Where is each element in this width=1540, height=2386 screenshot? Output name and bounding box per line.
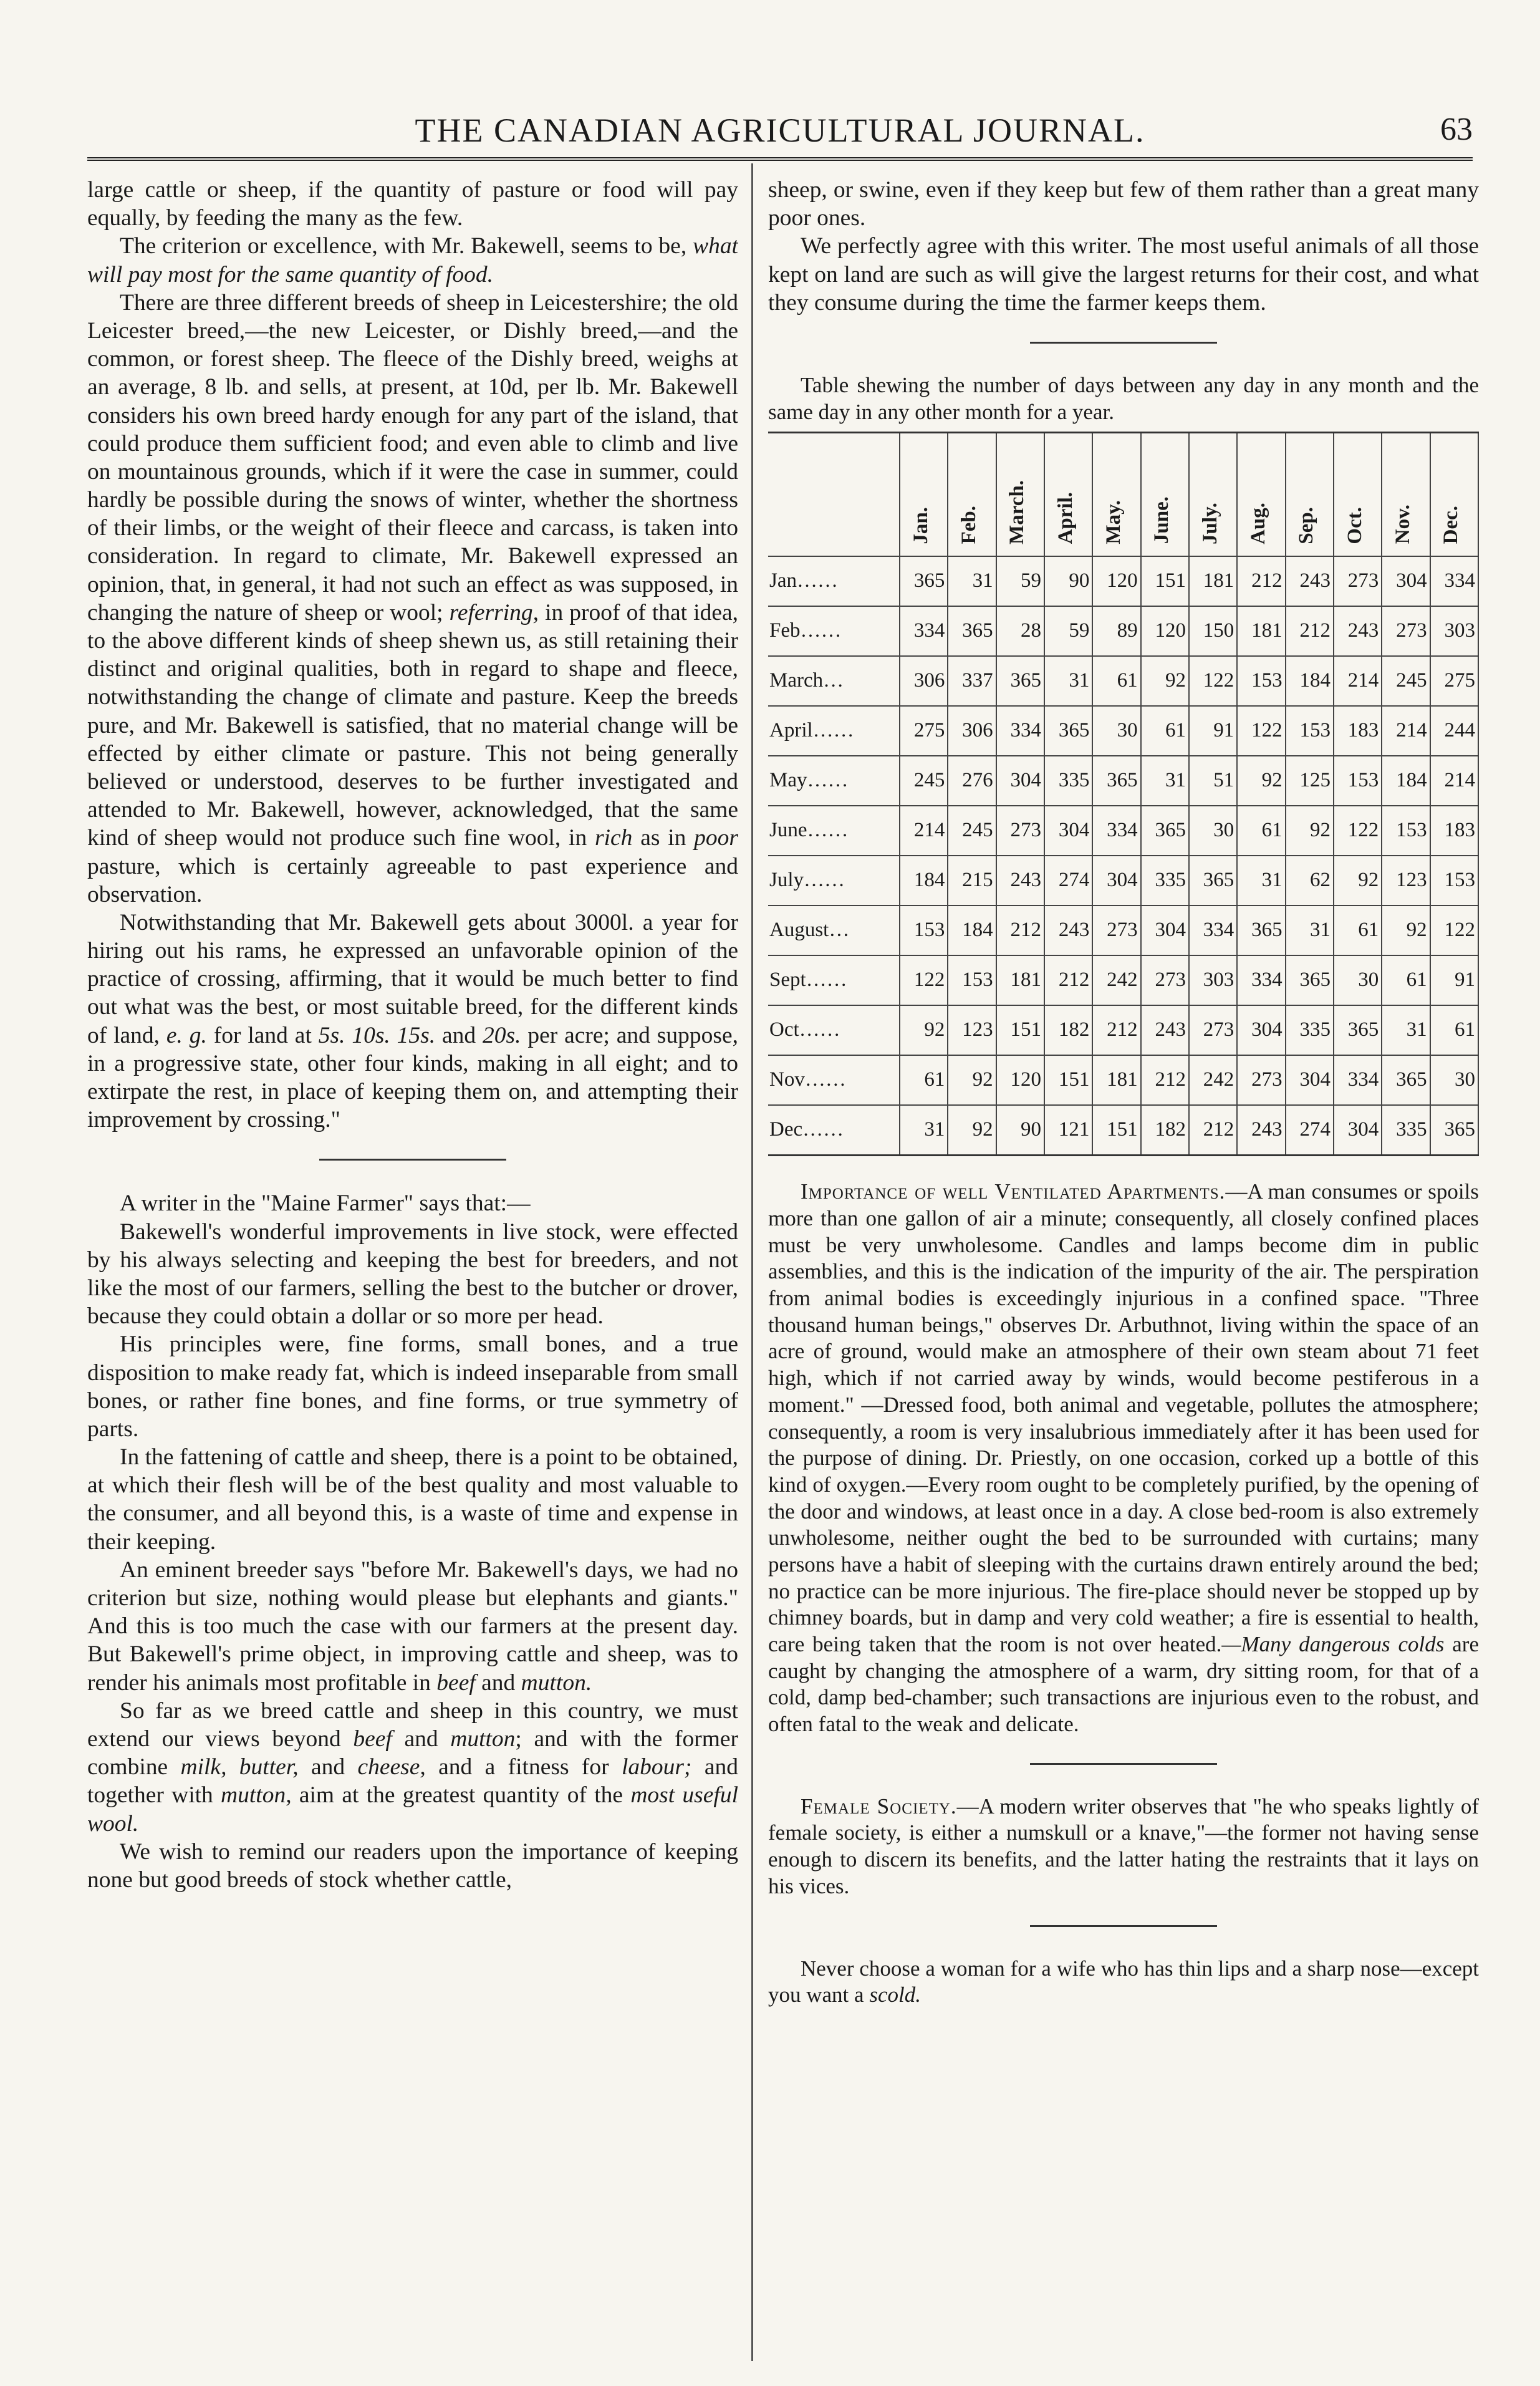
table-cell: 123 bbox=[1382, 856, 1430, 906]
table-cell: 212 bbox=[1092, 1005, 1140, 1055]
column-header: Oct. bbox=[1334, 433, 1382, 557]
table-cell: 90 bbox=[996, 1105, 1044, 1156]
table-cell: 92 bbox=[1237, 756, 1285, 806]
table-header-row bbox=[768, 433, 1478, 557]
paragraph: His principles were, fine forms, small bones, and a true disposition to make ready fat, which is indeed inseparable from small bones, or rather fine bones, and fine forms, or true symmetry of parts. bbox=[87, 1331, 738, 1442]
table-cell: 335 bbox=[1044, 756, 1092, 806]
table-cell: 92 bbox=[1286, 806, 1334, 856]
table-cell: 184 bbox=[1382, 756, 1430, 806]
table-cell: 31 bbox=[1286, 906, 1334, 955]
table-cell: 51 bbox=[1189, 756, 1237, 806]
table-cell: 276 bbox=[948, 756, 996, 806]
table-cell: 153 bbox=[1334, 756, 1382, 806]
column-header: April. bbox=[1044, 433, 1092, 557]
row-label: June…… bbox=[768, 806, 900, 856]
table-cell: 214 bbox=[900, 806, 948, 856]
table-cell: 30 bbox=[1334, 955, 1382, 1005]
table-row bbox=[768, 606, 1478, 656]
table-cell: 151 bbox=[1044, 1055, 1092, 1105]
table-row bbox=[768, 906, 1478, 955]
table-cell: 92 bbox=[1382, 906, 1430, 955]
table-cell: 92 bbox=[1334, 856, 1382, 906]
table-cell: 91 bbox=[1430, 955, 1478, 1005]
table-cell: 61 bbox=[900, 1055, 948, 1105]
table-cell: 275 bbox=[900, 706, 948, 756]
table-cell: 184 bbox=[900, 856, 948, 906]
table-cell: 120 bbox=[996, 1055, 1044, 1105]
row-label: March… bbox=[768, 656, 900, 706]
table-cell: 304 bbox=[1237, 1005, 1285, 1055]
table-cell: 243 bbox=[1334, 606, 1382, 656]
table-cell: 365 bbox=[1141, 806, 1189, 856]
row-label: Sept…… bbox=[768, 955, 900, 1005]
table-cell: 31 bbox=[1382, 1005, 1430, 1055]
table-cell: 334 bbox=[1237, 955, 1285, 1005]
table-row bbox=[768, 856, 1478, 906]
table-row bbox=[768, 806, 1478, 856]
table-cell: 303 bbox=[1430, 606, 1478, 656]
table-cell: 31 bbox=[948, 556, 996, 606]
table-cell: 120 bbox=[1092, 556, 1140, 606]
column-divider bbox=[751, 163, 753, 2361]
row-label: May…… bbox=[768, 756, 900, 806]
section-divider bbox=[1030, 1925, 1217, 1927]
table-cell: 31 bbox=[1237, 856, 1285, 906]
table-cell: 30 bbox=[1189, 806, 1237, 856]
table-cell: 274 bbox=[1286, 1105, 1334, 1156]
article-never-choose: Never choose a woman for a wife who has thin lips and a sharp nose—except you want a scold. bbox=[768, 1956, 1479, 2007]
table-cell: 245 bbox=[900, 756, 948, 806]
paragraph: So far as we breed cattle and sheep in this country, we must extend our views beyond beef and mutton; and with the former combine milk, butter, and cheese, and a fitness for labour; and together with mutton, aim at the greatest quantity of the most useful wool. bbox=[87, 1698, 738, 1837]
table-cell: 273 bbox=[996, 806, 1044, 856]
table-cell: 92 bbox=[948, 1105, 996, 1156]
article-female-society: Female Society.—A modern writer observes that "he who speaks lightly of female society, is either a numskull or a knave,"—the former not having sense enough to discern its benefits, and the latter hating the restraints that it lays on his vices. bbox=[768, 1794, 1479, 1898]
table-cell: 122 bbox=[900, 955, 948, 1005]
table-cell: 275 bbox=[1430, 656, 1478, 706]
table-cell: 212 bbox=[996, 906, 1044, 955]
table-cell: 182 bbox=[1044, 1005, 1092, 1055]
table-cell: 245 bbox=[948, 806, 996, 856]
table-cell: 335 bbox=[1382, 1105, 1430, 1156]
table-cell: 30 bbox=[1092, 706, 1140, 756]
table-cell: 334 bbox=[1430, 556, 1478, 606]
table-cell: 365 bbox=[1044, 706, 1092, 756]
row-label: Jan…… bbox=[768, 556, 900, 606]
table-cell: 61 bbox=[1092, 656, 1140, 706]
table-cell: 183 bbox=[1430, 806, 1478, 856]
table-cell: 181 bbox=[996, 955, 1044, 1005]
table-cell: 365 bbox=[1189, 856, 1237, 906]
left-column bbox=[87, 176, 738, 2361]
table-cell: 304 bbox=[996, 756, 1044, 806]
table-cell: 125 bbox=[1286, 756, 1334, 806]
table-cell: 365 bbox=[1382, 1055, 1430, 1105]
table-cell: 365 bbox=[948, 606, 996, 656]
table-cell: 365 bbox=[1092, 756, 1140, 806]
table-cell: 304 bbox=[1092, 856, 1140, 906]
table-cell: 62 bbox=[1286, 856, 1334, 906]
table-cell: 59 bbox=[1044, 606, 1092, 656]
table-cell: 273 bbox=[1189, 1005, 1237, 1055]
table-cell: 334 bbox=[996, 706, 1044, 756]
table-cell: 365 bbox=[1430, 1105, 1478, 1156]
table-row bbox=[768, 706, 1478, 756]
table-cell: 30 bbox=[1430, 1055, 1478, 1105]
journal-title: THE CANADIAN AGRICULTURAL JOURNAL. bbox=[415, 112, 1145, 149]
table-cell: 212 bbox=[1141, 1055, 1189, 1105]
table-cell: 120 bbox=[1141, 606, 1189, 656]
table-cell: 121 bbox=[1044, 1105, 1092, 1156]
article-heading: Importance of well Ventilated Apartments. bbox=[801, 1179, 1226, 1204]
table-cell: 304 bbox=[1382, 556, 1430, 606]
paragraph: We wish to remind our readers upon the importance of keeping none but good breeds of stock whether cattle, bbox=[87, 1838, 738, 1893]
table-cell: 304 bbox=[1334, 1105, 1382, 1156]
table-cell: 31 bbox=[1141, 756, 1189, 806]
table-row bbox=[768, 1005, 1478, 1055]
column-header: Feb. bbox=[948, 433, 996, 557]
table-cell: 273 bbox=[1237, 1055, 1285, 1105]
section-divider bbox=[319, 1159, 506, 1161]
table-cell: 153 bbox=[1286, 706, 1334, 756]
row-label: Nov…… bbox=[768, 1055, 900, 1105]
table-corner bbox=[768, 433, 900, 557]
table-cell: 181 bbox=[1189, 556, 1237, 606]
table-cell: 243 bbox=[1044, 906, 1092, 955]
table-cell: 273 bbox=[1141, 955, 1189, 1005]
table-cell: 337 bbox=[948, 656, 996, 706]
table-row bbox=[768, 1105, 1478, 1156]
table-cell: 61 bbox=[1430, 1005, 1478, 1055]
paragraph: sheep, or swine, even if they keep but few of them rather than a great many poor ones. bbox=[768, 177, 1479, 231]
table-cell: 181 bbox=[1237, 606, 1285, 656]
table-cell: 150 bbox=[1189, 606, 1237, 656]
paragraph: We perfectly agree with this writer. The most useful animals of all those kept on land are such as will give the largest returns for their cost, and what they consume during the time the farmer keeps them. bbox=[768, 233, 1479, 316]
table-cell: 243 bbox=[1286, 556, 1334, 606]
table-cell: 153 bbox=[948, 955, 996, 1005]
table-cell: 212 bbox=[1286, 606, 1334, 656]
table-cell: 212 bbox=[1189, 1105, 1237, 1156]
row-label: Feb…… bbox=[768, 606, 900, 656]
table-cell: 61 bbox=[1382, 955, 1430, 1005]
column-header: July. bbox=[1189, 433, 1237, 557]
column-header: Sep. bbox=[1286, 433, 1334, 557]
table-body bbox=[768, 556, 1478, 1156]
table-cell: 122 bbox=[1237, 706, 1285, 756]
paragraph: There are three different breeds of sheep in Leicestershire; the old Leicester breed,—the new Leicester, or Dishly breed,—and the common, or forest sheep. The fleece of the Dishly breed, weighs at an average, 8 lb. and sells, at present, at 10d, per lb. Mr. Bakewell considers his own breed hardy enough for any part of the island, that could produce them sufficient food; and even able to climb and live on mountainous grounds, which if it were the case in summer, could hardly be possible during the snows of winter, whether the shortness of their limbs, or the weight of their fleece and carcass, is taken into consideration. In regard to climate, Mr. Bakewell expressed an opinion, that, in general, it had not such an effect as was supposed, in changing the nature of sheep or wool; referring, in proof of that idea, to the above different kinds of sheep shewn us, as still retaining their distinct and original qualities, both in regard to shape and fleece, notwithstanding the change of climate and pasture. Keep the breeds pure, and Mr. Bakewell is satisfied, that no material change will be effected by either climate or pasture. This not being generally believed or understood, deserves to be further investigated and attended to Mr. Bakewell, however, acknowledged, that the same kind of sheep would not produce such fine wool, in rich as in poor pasture, which is certainly agreeable to past experience and observation. bbox=[87, 289, 738, 907]
table-cell: 92 bbox=[948, 1055, 996, 1105]
table-row bbox=[768, 955, 1478, 1005]
table-cell: 215 bbox=[948, 856, 996, 906]
paragraph: In the fattening of cattle and sheep, there is a point to be obtained, at which their flesh will be of the best quality and most valuable to the consumer, and all beyond this, is a waste of time and expense in their keeping. bbox=[87, 1444, 738, 1555]
table-cell: 365 bbox=[1237, 906, 1285, 955]
table-cell: 365 bbox=[1334, 1005, 1382, 1055]
column-header: Nov. bbox=[1382, 433, 1430, 557]
table-cell: 59 bbox=[996, 556, 1044, 606]
table-cell: 151 bbox=[996, 1005, 1044, 1055]
table-cell: 61 bbox=[1141, 706, 1189, 756]
table-row bbox=[768, 656, 1478, 706]
paragraph: Notwithstanding that Mr. Bakewell gets about 3000l. a year for hiring out his rams, he expressed an unfavorable opinion of the practice of crossing, affirming, that it would be much better to find out what was the best, or most suitable breed, for the different kinds of land, e. g. for land at 5s. 10s. 15s. and 20s. per acre; and suppose, in a progressive state, other four kinds, making in all eight; and to extirpate the rest, in place of keeping them on, and attempting their improvement by crossing." bbox=[87, 909, 738, 1133]
table-cell: 242 bbox=[1092, 955, 1140, 1005]
column-header: Jan. bbox=[900, 433, 948, 557]
table-cell: 28 bbox=[996, 606, 1044, 656]
paragraph: large cattle or sheep, if the quantity of pasture or food will pay equally, by feeding the many as the few. bbox=[87, 177, 738, 231]
table-cell: 181 bbox=[1092, 1055, 1140, 1105]
table-cell: 304 bbox=[1141, 906, 1189, 955]
table-cell: 92 bbox=[900, 1005, 948, 1055]
row-label: April…… bbox=[768, 706, 900, 756]
table-cell: 243 bbox=[1237, 1105, 1285, 1156]
table-row bbox=[768, 556, 1478, 606]
table-cell: 334 bbox=[1189, 906, 1237, 955]
table-cell: 335 bbox=[1141, 856, 1189, 906]
table-cell: 273 bbox=[1092, 906, 1140, 955]
table-cell: 243 bbox=[1141, 1005, 1189, 1055]
column-header: June. bbox=[1141, 433, 1189, 557]
table-cell: 122 bbox=[1189, 656, 1237, 706]
table-cell: 151 bbox=[1092, 1105, 1140, 1156]
table-cell: 91 bbox=[1189, 706, 1237, 756]
table-cell: 243 bbox=[996, 856, 1044, 906]
row-label: Dec…… bbox=[768, 1105, 900, 1156]
table-cell: 153 bbox=[1382, 806, 1430, 856]
table-cell: 244 bbox=[1430, 706, 1478, 756]
table-cell: 61 bbox=[1334, 906, 1382, 955]
table-cell: 31 bbox=[1044, 656, 1092, 706]
table-cell: 122 bbox=[1334, 806, 1382, 856]
table-cell: 334 bbox=[1334, 1055, 1382, 1105]
row-label: Oct…… bbox=[768, 1005, 900, 1055]
article-ventilation: Importance of well Ventilated Apartments.—A man consumes or spoils more than one gallon of air a minute; consequently, all closely confined places must be very unwholesome. Candles and lamps become dim in public assemblies, and this is the indication of the impurity of the air. The perspiration from animal bodies is exceedingly injurious in a confined space. "Three thousand human beings," observes Dr. Arbuthnot, living within the space of an acre of ground, would make an atmosphere of their own steam about 71 feet high, which if not carried away by winds, would become pestiferous in a moment." —Dressed food, both animal and vegetable, pollutes the atmosphere; consequently, a room is very insalubrious immediately after it has been used for the purpose of dining. Dr. Priestly, on one occasion, corked up a bottle of this kind of oxygen.—Every room ought to be completely purified, by the opening of the door and windows, at least once in a day. A close bed-room is also extremely unwholesome, neither ought the bed to be surrounded with curtains; many persons have a habit of sleeping with the curtains drawn entirely around the bed; no practice can be more injurious. The fire-place should never be stopped up by chimney boards, but in damp and very cold weather; a fire is essential to health, care being taken that the room is not over heated.—Many dangerous colds are caught by changing the atmosphere of a warm, dry sitting room, for that of a cold, damp bed-chamber; such transactions are injurious even to the robust, and often fatal to the weak and delicate. bbox=[768, 1179, 1479, 1737]
table-cell: 182 bbox=[1141, 1105, 1189, 1156]
table-cell: 90 bbox=[1044, 556, 1092, 606]
table-cell: 303 bbox=[1189, 955, 1237, 1005]
paragraph: An eminent breeder says "before Mr. Bakewell's days, we had no criterion but size, nothing would please but elephants and giants." And this is too much the case with our farmers at the present day. But Bakewell's prime object, in improving cattle and sheep, was to render his animals most profitable in beef and mutton. bbox=[87, 1557, 738, 1696]
row-label: July…… bbox=[768, 856, 900, 906]
column-header: Aug. bbox=[1237, 433, 1285, 557]
table-cell: 273 bbox=[1334, 556, 1382, 606]
table-cell: 304 bbox=[1286, 1055, 1334, 1105]
table-cell: 184 bbox=[1286, 656, 1334, 706]
paragraph: The criterion or excellence, with Mr. Bakewell, seems to be, what will pay most for the same quantity of food. bbox=[87, 233, 738, 287]
table-cell: 334 bbox=[900, 606, 948, 656]
table-cell: 365 bbox=[996, 656, 1044, 706]
table-cell: 335 bbox=[1286, 1005, 1334, 1055]
table-cell: 334 bbox=[1092, 806, 1140, 856]
header-rule bbox=[87, 157, 1473, 161]
table-cell: 214 bbox=[1430, 756, 1478, 806]
column-header: March. bbox=[996, 433, 1044, 557]
page-header bbox=[87, 106, 1473, 156]
days-between-months-table bbox=[768, 432, 1479, 1156]
section-divider bbox=[1030, 342, 1217, 344]
table-cell: 245 bbox=[1382, 656, 1430, 706]
table-cell: 306 bbox=[948, 706, 996, 756]
article-intro: A writer in the "Maine Farmer" says that:— bbox=[120, 1191, 531, 1217]
table-cell: 273 bbox=[1382, 606, 1430, 656]
table-cell: 212 bbox=[1237, 556, 1285, 606]
table-cell: 365 bbox=[1286, 955, 1334, 1005]
table-cell: 153 bbox=[1430, 856, 1478, 906]
table-cell: 274 bbox=[1044, 856, 1092, 906]
column-header: Dec. bbox=[1430, 433, 1478, 557]
table-cell: 304 bbox=[1044, 806, 1092, 856]
table-cell: 306 bbox=[900, 656, 948, 706]
table-cell: 92 bbox=[1141, 656, 1189, 706]
table-row bbox=[768, 756, 1478, 806]
table-caption: Table shewing the number of days between any day in any month and the same day in any other month for a year. bbox=[768, 372, 1479, 424]
table-cell: 123 bbox=[948, 1005, 996, 1055]
table-cell: 122 bbox=[1430, 906, 1478, 955]
table-row bbox=[768, 1055, 1478, 1105]
paragraph: Bakewell's wonderful improvements in live stock, were effected by his always selecting and keeping the best for breeders, and not like the most of our farmers, selling the best to the butcher or drover, because they could obtain a dollar or so more per head. bbox=[87, 1219, 738, 1330]
table-cell: 31 bbox=[900, 1105, 948, 1156]
column-header: May. bbox=[1092, 433, 1140, 557]
right-column bbox=[768, 176, 1479, 2361]
table-cell: 61 bbox=[1237, 806, 1285, 856]
table-cell: 183 bbox=[1334, 706, 1382, 756]
table-cell: 153 bbox=[900, 906, 948, 955]
table-cell: 151 bbox=[1141, 556, 1189, 606]
table-cell: 214 bbox=[1334, 656, 1382, 706]
table-cell: 153 bbox=[1237, 656, 1285, 706]
section-divider bbox=[1030, 1763, 1217, 1765]
row-label: August… bbox=[768, 906, 900, 955]
table-cell: 365 bbox=[900, 556, 948, 606]
table-cell: 212 bbox=[1044, 955, 1092, 1005]
article-heading: Female Society. bbox=[801, 1794, 957, 1818]
table-cell: 242 bbox=[1189, 1055, 1237, 1105]
page-number: 63 bbox=[1440, 112, 1473, 147]
table-cell: 184 bbox=[948, 906, 996, 955]
table-cell: 89 bbox=[1092, 606, 1140, 656]
table-cell: 214 bbox=[1382, 706, 1430, 756]
